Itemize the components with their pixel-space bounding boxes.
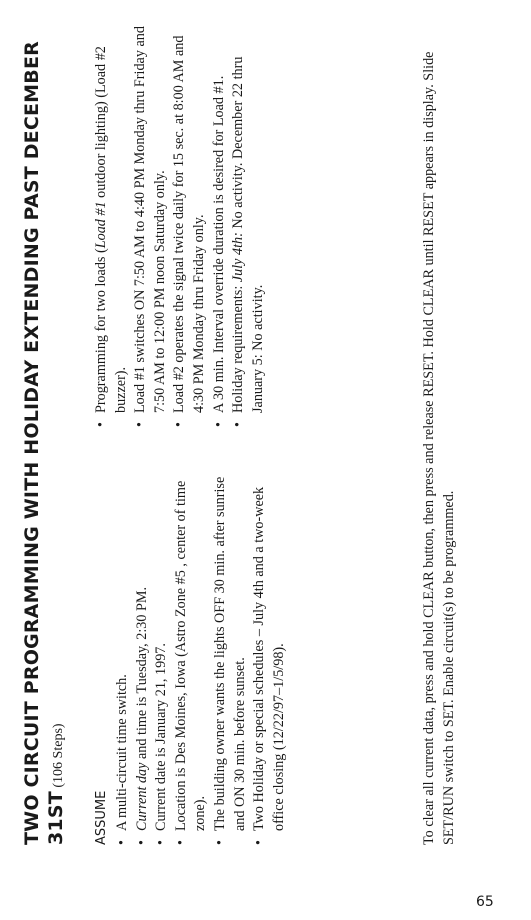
list-item <box>229 17 268 427</box>
list-item-text: Current date is January 21, 1997. <box>153 643 170 831</box>
assume-column <box>92 465 289 845</box>
list-item <box>131 17 170 427</box>
list-item-text: A multi-circuit time switch. <box>114 674 130 831</box>
list-item <box>92 17 131 427</box>
list-item-text: and time is Tuesday, 2:30 PM. <box>133 586 150 763</box>
list-item <box>133 465 153 845</box>
list-item <box>211 465 250 845</box>
list-item-text: Programming for two loads ( <box>93 248 109 413</box>
list-item <box>250 465 289 845</box>
list-item-text: Two Holiday or special schedules – July 4th and a two-week office closing (12/22/97–1/5/98). <box>251 486 287 831</box>
assume-heading: ASSUME <box>94 790 109 845</box>
list-item-text: July 4th: <box>230 232 247 283</box>
page-title-text: TWO CIRCUIT PROGRAMMING WITH HOLIDAY EXTENDING PAST DECEMBER 31ST <box>21 41 67 845</box>
requirements-column <box>92 17 268 427</box>
list-item-text: Load #1 switches ON 7:50 AM to 4:40 PM Monday thru Friday and 7:50 AM to 12:00 PM noon Saturday only. <box>132 26 168 413</box>
list-item <box>113 465 133 845</box>
list-item-text: Holiday requirements: <box>230 282 247 413</box>
list-item-text: The building owner wants the lights OFF 30 min. after sunrise and ON 30 min. before sunset. <box>211 476 248 831</box>
list-item-text: Load #2 operates the signal twice daily for 15 sec. at 8:00 AM and 4:30 PM Monday thru Friday only. <box>171 35 207 413</box>
list-item-text: outdoor lighting) (Load #2 buzzer). <box>93 46 129 413</box>
list-item-text: Location is Des Moines, Iowa (Astro Zone #5 , center of time zone). <box>172 480 209 831</box>
list-item-text: No activity. December 22 thru January 5: No activity. <box>230 56 266 413</box>
list-item-text: A 30 min. Interval override duration is desired for Load #1. <box>210 75 227 413</box>
steps-count: (106 Steps) <box>51 723 66 792</box>
requirements-list <box>92 17 268 427</box>
list-item-text: Load #1 <box>93 201 109 249</box>
list-item <box>172 465 211 845</box>
rotated-page-content <box>20 15 500 845</box>
list-item <box>170 17 209 427</box>
list-item <box>152 465 172 845</box>
clear-instructions: To clear all current data, press and hold CLEAR button, then press and release RESET. Hold CLEAR until RESET appears in display. Slide SET/RUN switch to SET. Enable circuit(s) to be programmed. <box>421 51 457 845</box>
list-item-text: Current day <box>133 762 150 831</box>
list-item <box>210 17 230 427</box>
page-title <box>20 15 71 845</box>
assume-list <box>113 465 289 845</box>
page-number: 65 <box>476 894 494 910</box>
